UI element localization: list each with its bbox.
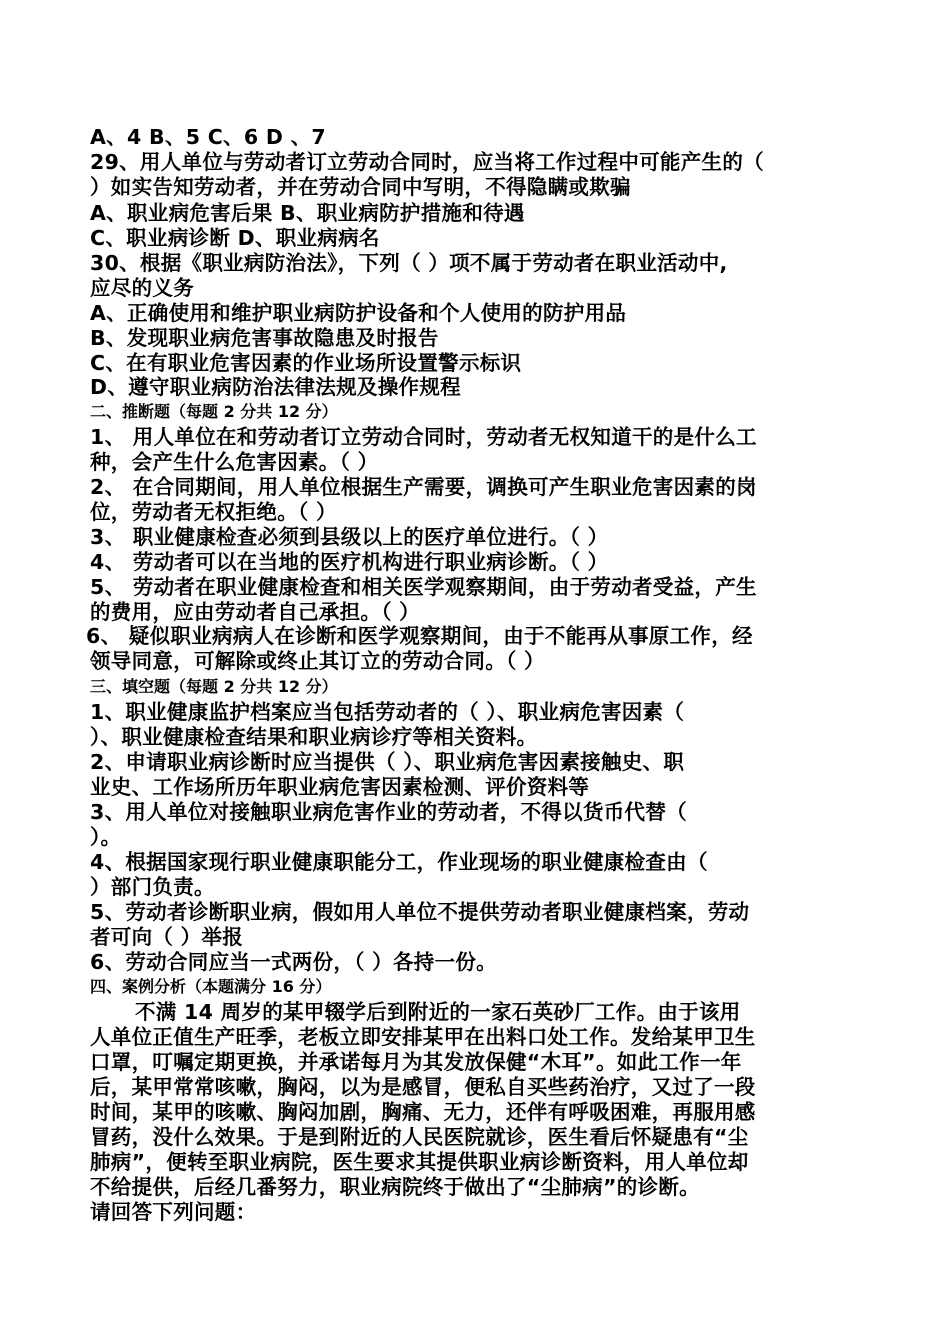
text-line: 4、根据国家现行职业健康职能分工，作业现场的职业健康检查由（ (90, 850, 708, 874)
text-line: 6、 疑似职业病病人在诊断和医学观察期间，由于不能再从事原工作，经 (86, 624, 753, 648)
text-line: 6、劳动合同应当一式两份，（ ）各持一份。 (90, 950, 497, 974)
text-line: 领导同意，可解除或终止其订立的劳动合同。（ ） (90, 649, 545, 673)
text-line: C、职业病诊断 D、职业病病名 (90, 226, 380, 250)
text-line: 3、用人单位对接触职业病危害作业的劳动者，不得以货币代替（ (90, 800, 687, 824)
text-line: 人单位正值生产旺季，老板立即安排某甲在出料口处工作。发给某甲卫生 (90, 1025, 756, 1049)
text-line: 29、用人单位与劳动者订立劳动合同时，应当将工作过程中可能产生的（ (90, 150, 764, 174)
text-line: D、遵守职业病防治法律法规及操作规程 (90, 375, 461, 399)
text-line: 2、申请职业病诊断时应当提供（ ）、职业病危害因素接触史、职 (90, 750, 685, 774)
text-line: 30、根据《职业病防治法》，下列（ ）项不属于劳动者在职业活动中, (90, 251, 728, 275)
text-line: 5、 劳动者在职业健康检查和相关医学观察期间，由于劳动者受益，产生 (90, 575, 757, 599)
text-line: 肺病”，便转至职业病院，医生要求其提供职业病诊断资料，用人单位却 (90, 1150, 749, 1174)
text-line: 2、 在合同期间，用人单位根据生产需要，调换可产生职业危害因素的岗 (90, 475, 757, 499)
text-line: 5、劳动者诊断职业病，假如用人单位不提供劳动者职业健康档案，劳动 (90, 900, 750, 924)
text-line: 冒药，没什么效果。于是到附近的人民医院就诊，医生看后怀疑患有“尘 (90, 1125, 749, 1149)
text-line: C、在有职业危害因素的作业场所设置警示标识 (90, 351, 522, 375)
text-line: 业史、工作场所历年职业病危害因素检测、评价资料等 (90, 775, 590, 799)
text-line: ）如实告知劳动者，并在劳动合同中写明，不得隐瞒或欺骗 (90, 175, 631, 199)
section-heading: 二、推断题（每题 2 分共 12 分） (90, 402, 338, 421)
text-line: 不给提供，后经几番努力，职业病院终于做出了“尘肺病”的诊断。 (90, 1175, 700, 1199)
text-line: 1、职业健康监护档案应当包括劳动者的（ ）、职业病危害因素（ (90, 700, 685, 724)
text-line: 时间，某甲的咳嗽、胸闷加剧，胸痛、无力，还伴有呼吸困难，再服用感 (90, 1100, 756, 1124)
text-line: 种，会产生什么危害因素。（ ） (90, 450, 379, 474)
text-line: 者可向（ ）举报 (90, 925, 244, 949)
text-line: A、4 B、5 C、6 D 、7 (90, 125, 326, 149)
text-line: 3、 职业健康检查必须到县级以上的医疗单位进行。（ ） (90, 525, 609, 549)
text-line: 口罩，叮嘱定期更换，并承诺每月为其发放保健“木耳”。如此工作一年 (90, 1050, 742, 1074)
text-line: 1、 用人单位在和劳动者订立劳动合同时，劳动者无权知道干的是什么工 (90, 425, 757, 449)
text-line: 不满 14 周岁的某甲辍学后到附近的一家石英砂厂工作。由于该用 (135, 1000, 741, 1024)
text-line: 后，某甲常常咳嗽，胸闷，以为是感冒，便私自买些药治疗，又过了一段 (90, 1075, 756, 1099)
section-heading: 三、填空题（每题 2 分共 12 分） (90, 677, 338, 696)
text-line: 位，劳动者无权拒绝。（ ） (90, 500, 337, 524)
text-line: A、职业病危害后果 B、职业病防护措施和待遇 (90, 201, 525, 225)
text-line: ）、职业健康检查结果和职业病诊疗等相关资料。 (90, 725, 538, 749)
section-heading: 四、案例分析（本题满分 16 分） (90, 977, 332, 996)
text-line: A、正确使用和维护职业病防护设备和个人使用的防护用品 (90, 301, 627, 325)
text-line: B、发现职业病危害事故隐患及时报告 (90, 326, 439, 350)
text-line: 应尽的义务 (90, 276, 194, 300)
text-line: 请回答下列问题： (90, 1200, 257, 1224)
text-line: 的费用，应由劳动者自己承担。（ ） (90, 600, 420, 624)
text-line: ）部门负责。 (90, 875, 215, 899)
text-line: 4、 劳动者可以在当地的医疗机构进行职业病诊断。（ ） (90, 550, 609, 574)
text-line: ）。 (90, 825, 122, 849)
